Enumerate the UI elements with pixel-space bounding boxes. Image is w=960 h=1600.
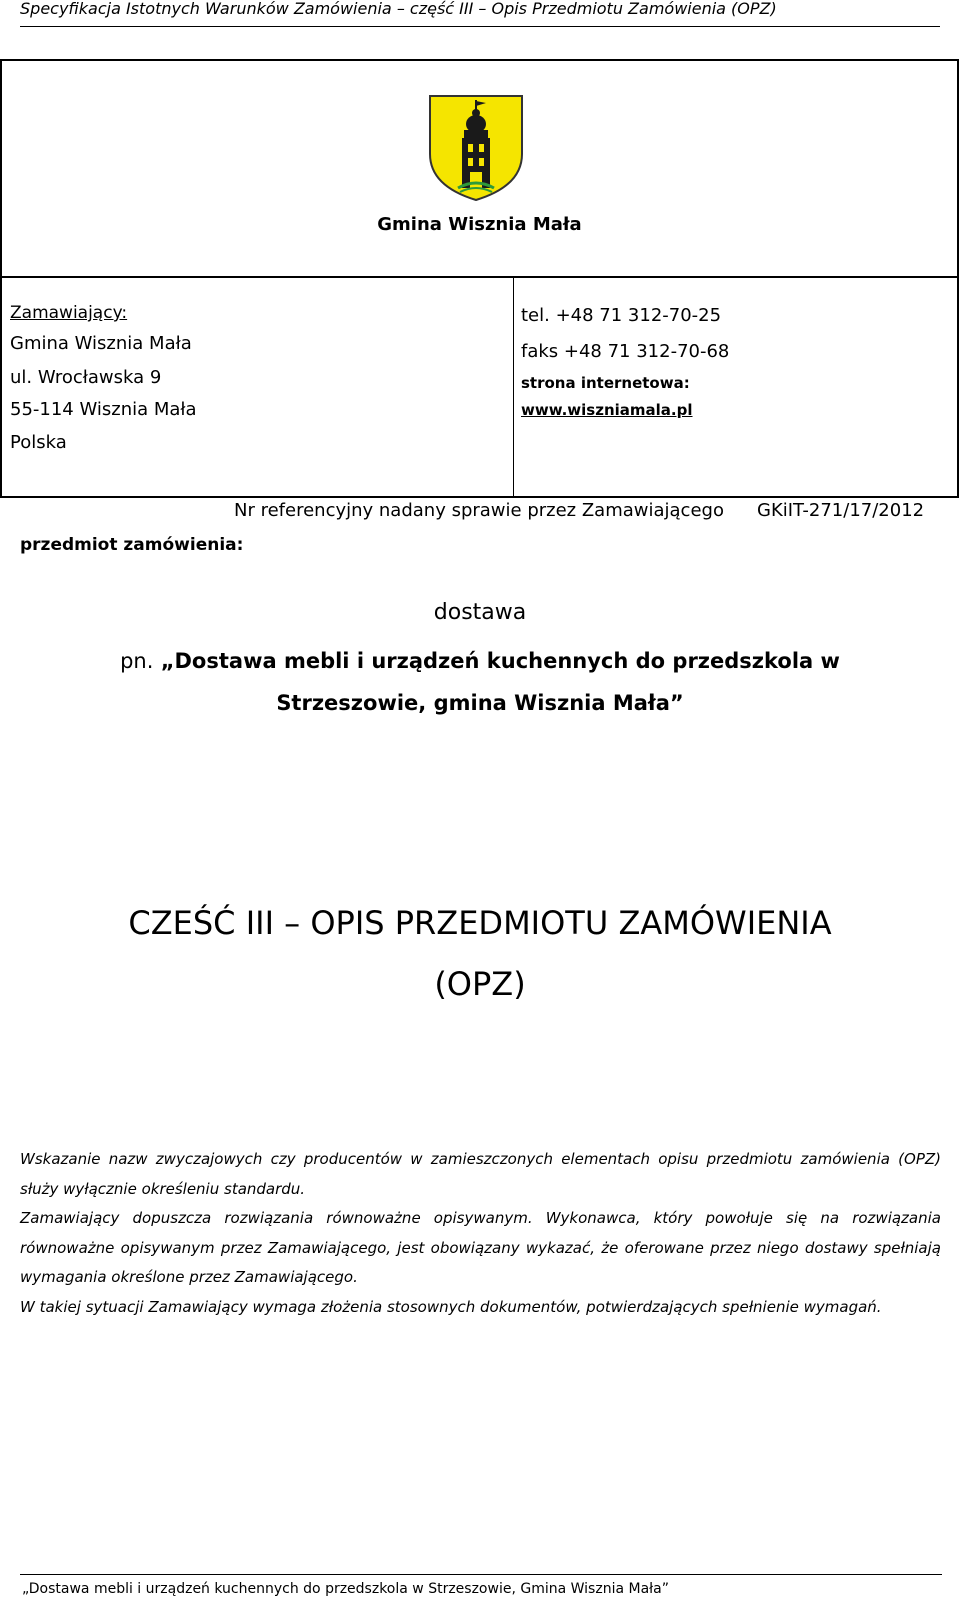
reference-value: GKiIT-271/17/2012 [757,500,925,521]
notes [20,1145,941,1322]
subject-label: przedmiot zamówienia: [20,535,244,555]
contact-tel: tel. +48 71 312-70-25 [521,305,722,326]
part-title-line-2: (OPZ) [434,965,526,1003]
note-paragraph: Wskazanie nazw zwyczajowych czy producentów w zamieszczonych elementach opisu przedmiotu zamówienia (OPZ) służy wyłącznie określeniu standardu. [20,1150,941,1198]
contracting-party-box [0,277,514,498]
contracting-party-country: Polska [10,432,67,453]
contact-fax: faks +48 71 312-70-68 [521,341,730,362]
gmina-title: Gmina Wisznia Mała [377,214,582,235]
note-paragraph: W takiej sytuacji Zamawiający wymaga złożenia stosownych dokumentów, potwierdzających spełnienie wymagań. [20,1297,882,1316]
subject-prefix: pn. [120,649,154,673]
crest-icon [428,94,524,202]
note-paragraph: Zamawiający dopuszcza rozwiązania równoważne opisywanym. Wykonawca, który powołuje się na rozwiązania równoważne opisywanym przez Zamawiającego, jest obowiązany wykazać, że oferowane przez niego dostawy spełniają wymagania określone przez Zamawiającego. [20,1209,941,1286]
reference-label: Nr referencyjny nadany sprawie przez Zamawiającego [234,500,724,521]
contact-website-link[interactable]: www.wiszniamala.pl [521,401,693,419]
part-title-line-1: CZEŚĆ III – OPIS PRZEDMIOTU ZAMÓWIENIA [128,904,832,942]
contact-website-label: strona internetowa: [521,374,690,392]
subject-line-1: „Dostawa mebli i urządzeń kuchennych do przedszkola w [160,649,840,673]
subject-title [60,640,900,724]
subject-type: dostawa [433,600,527,625]
contracting-party-postal: 55-114 Wisznia Mała [10,399,197,420]
contracting-party-name: Gmina Wisznia Mała [10,333,192,354]
contact-box [513,277,959,498]
subject-line-2: Strzeszowie, gmina Wisznia Mała” [276,691,684,715]
running-header: Specyfikacja Istotnych Warunków Zamówienia – część III – Opis Przedmiotu Zamówienia (OPZ) [20,0,940,27]
contracting-party-street: ul. Wrocławska 9 [10,367,162,388]
part-title [0,893,960,1015]
page-footer: „Dostawa mebli i urządzeń kuchennych do przedszkola w Strzeszowie, Gmina Wisznia Mała” [20,1574,942,1597]
contracting-party-heading: Zamawiający: [10,303,128,323]
